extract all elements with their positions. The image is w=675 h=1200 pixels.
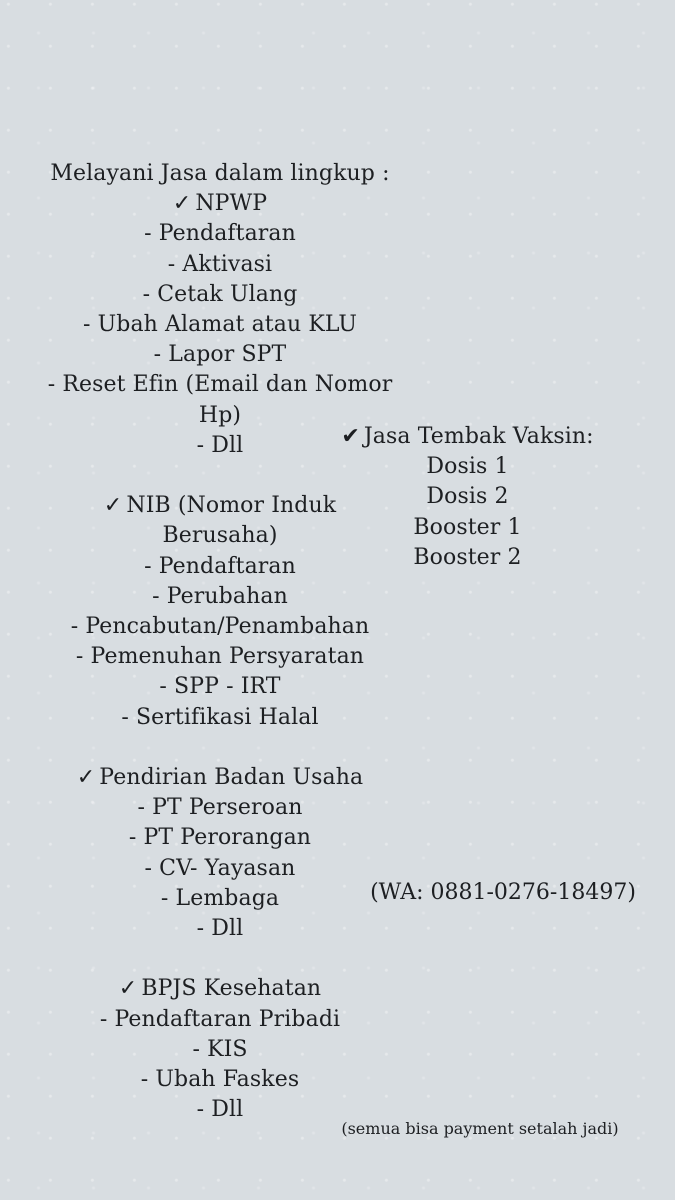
- checkmark-icon: ✓: [172, 191, 192, 217]
- intro-text: Melayani Jasa dalam lingkup :: [50, 161, 390, 186]
- vaksin-item: Dosis 1: [426, 454, 509, 480]
- nib-item: - Perubahan: [152, 583, 288, 609]
- bpjs-heading: [40, 974, 400, 1004]
- bpjs-title: BPJS Kesehatan: [141, 976, 322, 1002]
- checkmark-icon: ✓: [76, 765, 96, 791]
- vaksin-title: Jasa Tembak Vaksin:: [363, 424, 594, 449]
- npwp-item: - Aktivasi: [167, 251, 273, 277]
- npwp-item: - Dll: [196, 432, 244, 458]
- vaksin-item: Booster 2: [413, 544, 522, 570]
- bpjs-item: - Ubah Faskes: [140, 1067, 300, 1093]
- nib-item: - Sertifikasi Halal: [121, 704, 319, 730]
- npwp-item: - Ubah Alamat atau KLU: [83, 312, 357, 338]
- bpjs-item: - Dll: [196, 1097, 244, 1123]
- services-left-column: [40, 159, 400, 1125]
- badan-usaha-item: - PT Perseroan: [137, 795, 303, 821]
- checkmark-icon: ✓: [103, 493, 123, 519]
- npwp-title: NPWP: [195, 191, 268, 217]
- vaksin-heading: [330, 422, 605, 452]
- bpjs-item: - Pendaftaran Pribadi: [99, 1006, 341, 1032]
- whatsapp-contact: (WA: 0881-0276-18497): [370, 880, 636, 905]
- nib-item: - Pendaftaran: [144, 553, 296, 579]
- vaksin-item: Dosis 2: [426, 484, 509, 510]
- badan-usaha-item: - CV- Yayasan: [144, 855, 296, 881]
- npwp-item: - Reset Efin (Email dan Nomor Hp): [47, 372, 393, 428]
- nib-item: - Pencabutan/Penambahan: [70, 614, 370, 640]
- nib-item: - Pemenuhan Persyaratan: [75, 644, 365, 670]
- vaksin-item: Booster 1: [413, 514, 522, 540]
- section-gap: [40, 944, 400, 974]
- badan-usaha-title: Pendirian Badan Usaha: [99, 765, 364, 791]
- section-gap: [40, 733, 400, 763]
- npwp-heading: [40, 189, 400, 219]
- npwp-item: - Cetak Ulang: [142, 281, 298, 307]
- badan-usaha-item: - Lembaga: [160, 885, 280, 911]
- badan-usaha-item: - PT Perorangan: [128, 825, 312, 851]
- npwp-item: - Pendaftaran: [144, 221, 296, 247]
- badan-usaha-heading: [40, 763, 400, 793]
- badan-usaha-item: - Dll: [196, 916, 244, 942]
- nib-title: NIB (Nomor Induk Berusaha): [126, 493, 337, 549]
- checkmark-icon: ✓: [118, 976, 138, 1002]
- vaccine-column: [330, 422, 605, 573]
- nib-item: - SPP - IRT: [159, 674, 281, 700]
- bpjs-item: - KIS: [192, 1036, 248, 1062]
- npwp-item: - Lapor SPT: [153, 342, 287, 368]
- payment-note: (semua bisa payment setalah jadi): [341, 1119, 619, 1138]
- heavy-checkmark-icon: ✔: [341, 424, 360, 449]
